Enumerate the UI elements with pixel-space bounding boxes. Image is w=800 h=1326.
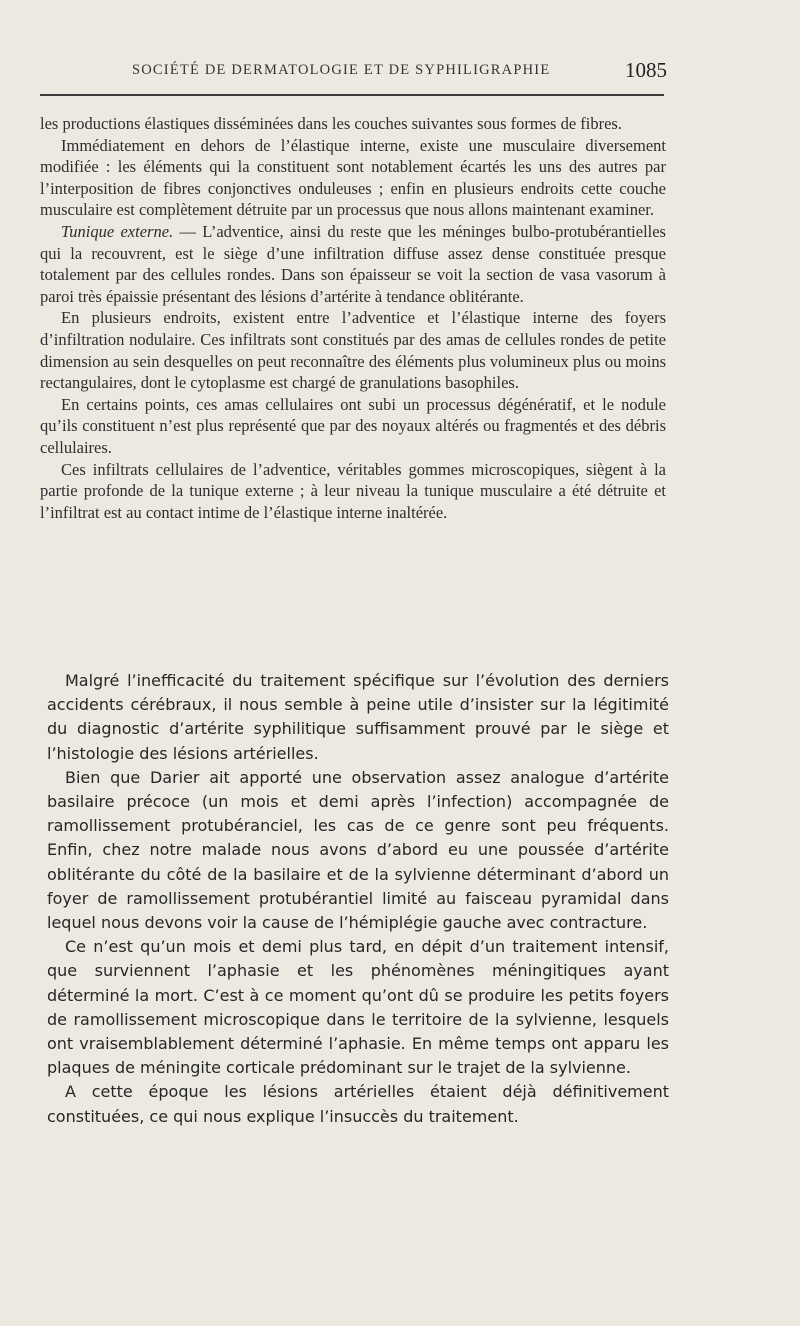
paragraph-text: — L’adventice, ainsi du reste que les méninges bulbo-protubérantielles qui la recouvrent, est le siège d’une infiltration diffuse assez dense constituée presque totalement par des cellules rondes. Dans son épaisseur se voit la section de vasa vasorum à paroi très épaissie présentant des lésions d’artérite à tendance oblitérante. (40, 221, 666, 306)
paragraph: En certains points, ces amas cellulaires ont subi un processus dégénératif, et le nodule qu’ils constituent n’est plus représenté que par des noyaux altérés ou fragmentés et des débris cellulaires. (40, 394, 666, 457)
paragraph: Ce n’est qu’un mois et demi plus tard, en dépit d’un traitement intensif, que surviennent l’aphasie et les phénomènes méningitiques ayant déterminé la mort. C’est à ce moment qu’ont dû se produire les petits foyers de ramollissement microscopique dans le territoire de la sylvienne, lesquels ont vraisemblablement déterminé l’aphasie. En même temps ont apparu les plaques de méningite corticale prédominant sur le trajet de la sylvienne. (47, 937, 669, 1078)
page-number: 1085 (625, 58, 667, 82)
paragraph: En plusieurs endroits, existent entre l’adventice et l’élastique interne des foyers d’infiltration nodulaire. Ces infiltrats sont constitués par des amas de cellules rondes de petite dimension au sein desquelles on peut reconnaître des éléments plus volumineux plus ou moins rectangulaires, dont le cytoplasme est chargé de granulations basophiles. (40, 308, 666, 393)
histology-section (40, 113, 666, 523)
paragraph: Malgré l’inefficacité du traitement spécifique sur l’évolution des derniers accidents cérébraux, il nous semble à peine utile d’insister sur la légitimité du diagnostic d’artérite syphilitique suffisamment prouvé par le siège et l’histologie des lésions artérielles. (47, 671, 669, 763)
paragraph: Immédiatement en dehors de l’élastique interne, existe une musculaire diversement modifiée : les éléments qui la constituent sont notablement écartés les uns des autres par l’interposition de fibres conjonctives onduleuses ; enfin en plusieurs endroits cette couche musculaire est complètement détruite par un processus que nous allons maintenant examiner. (40, 135, 666, 220)
paragraph (40, 221, 666, 307)
header-rule (40, 94, 664, 96)
header-title: SOCIÉTÉ DE DERMATOLOGIE ET DE SYPHILIGRAPHIE (132, 62, 551, 78)
section-label: Tunique externe. (61, 221, 174, 241)
paragraph: Ces infiltrats cellulaires de l’adventice, véritables gommes microscopiques, siègent à la partie profonde de la tunique externe ; à leur niveau la tunique musculaire a été détruite et l’infiltrat est au contact intime de l’élastique interne inaltérée. (40, 459, 666, 522)
running-header (47, 58, 667, 84)
paragraph: Bien que Darier ait apporté une observation assez analogue d’artérite basilaire précoce (un mois et demi après l’infection) accompagnée de ramollissement protubéranciel, les cas de ce genre sont peu fréquents. Enfin, chez notre malade nous avons d’abord eu une poussée d’artérite oblitérante du côté de la basilaire et de la sylvienne déterminant d’abord un foyer de ramollissement protubérantiel limité au faisceau pyramidal dans lequel nous devons voir la cause de l’hémiplégie gauche avec contracture. (47, 767, 669, 933)
discussion-section (47, 669, 669, 1129)
paragraph: les productions élastiques disséminées dans les couches suivantes sous formes de fibres. (40, 114, 622, 133)
paragraph: A cette époque les lésions artérielles étaient déjà définitivement constituées, ce qui nous explique l’insuccès du traitement. (47, 1082, 669, 1126)
